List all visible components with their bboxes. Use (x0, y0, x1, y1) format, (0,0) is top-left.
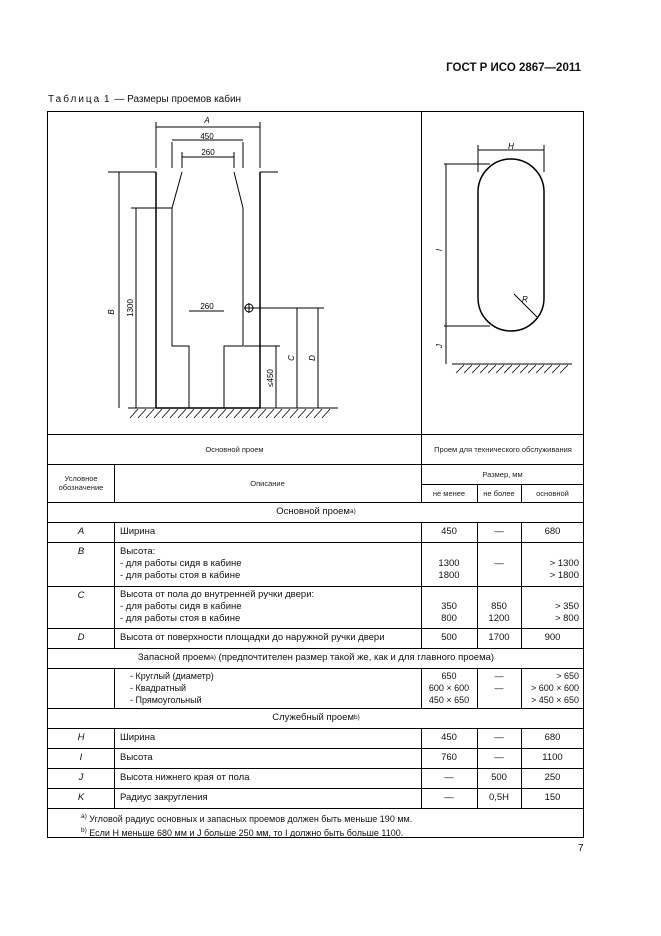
row-D-min: 500 (441, 632, 457, 643)
row-A-min: 450 (441, 526, 457, 537)
row-J-min: — (444, 772, 454, 783)
row-B-max: — (494, 558, 504, 569)
table-caption (48, 94, 241, 105)
dim-450: 450 (200, 132, 214, 141)
spare-main: > 650 > 600 × 600 > 450 × 650 (530, 671, 579, 705)
max-header: не более (483, 488, 515, 498)
row-I-symbol: I (79, 752, 83, 763)
service-opening-header: Проем для технического обслуживания (434, 444, 572, 454)
row-B-min: 1300 1800 (438, 558, 460, 581)
row-C-max: 850 1200 (488, 601, 510, 624)
row-I-desc: Высота (120, 752, 153, 763)
row-C-main: > 350 > 800 (554, 601, 579, 624)
row-D-max: 1700 (488, 632, 510, 643)
row-J-main: 250 (544, 772, 561, 783)
row-B-symbol: B (77, 546, 85, 557)
caption-number: 1 (104, 94, 112, 105)
dim-J: J (435, 344, 444, 348)
section-main: Основной проем а) (276, 506, 356, 517)
row-K-max: 0,5H (488, 792, 510, 803)
dim-1300: 1300 (126, 299, 135, 317)
dim-A: A (204, 116, 210, 125)
row-H-desc: Ширина (120, 732, 156, 743)
row-I-max: — (494, 752, 504, 763)
spare-max: — — (494, 671, 504, 693)
row-A-desc: Ширина (120, 526, 156, 537)
dim-450-max: ≤450 (266, 369, 275, 387)
size-header: Размер, мм (482, 469, 523, 479)
dim-260-top: 260 (201, 148, 215, 157)
page-number: 7 (578, 843, 584, 854)
footnotes (81, 811, 412, 839)
dim-260: 260 (200, 302, 214, 311)
dim-I: I (435, 248, 444, 252)
row-H-symbol: H (77, 732, 85, 743)
row-B-desc: Высота: - для работы сидя в кабине - для работы стоя в кабине (120, 546, 242, 581)
caption-title: — Размеры проемов кабин (114, 94, 242, 105)
row-H-max: — (494, 732, 504, 743)
dim-B: B (107, 309, 116, 315)
row-C-symbol: C (77, 590, 85, 601)
row-B-main: > 1300 > 1800 (549, 558, 579, 581)
spare-desc: - Круглый (диаметр) - Квадратный - Прямоугольный (130, 671, 214, 705)
row-J-desc: Высота нижнего края от пола (120, 772, 250, 783)
row-J-max: 500 (491, 772, 507, 783)
row-K-symbol: K (77, 792, 85, 803)
dim-R: R (522, 295, 528, 304)
footnote-a: $^{a)}$ Угловой радиус основных и запасных проемов должен быть меньше 190 мм. (81, 813, 413, 824)
caption-label: Таблица (48, 94, 102, 105)
row-A-max: — (494, 526, 504, 537)
row-J-symbol: J (78, 772, 84, 783)
section-service: Служебный проем b) (272, 712, 360, 723)
row-H-main: 680 (544, 732, 561, 743)
row-C-min: 350 800 (441, 601, 457, 624)
dim-H: H (508, 142, 514, 151)
row-C-desc: Высота от пола до внутренней ручки двери: - для работы сидя в кабине - для работы стоя в кабине (120, 589, 315, 624)
dim-C: C (287, 355, 296, 361)
row-H-min: 450 (441, 732, 457, 743)
description-header: Описание (250, 478, 285, 488)
service-opening-drawing (422, 112, 584, 434)
row-K-min: — (444, 792, 454, 803)
standard-header: ГОСТ Р ИСО 2867—2011 (446, 62, 581, 74)
min-header: не менее (432, 488, 466, 498)
dim-D: D (308, 355, 317, 361)
row-I-main: 1100 (542, 752, 563, 763)
row-D-desc: Высота от поверхности площадки до наружной ручки двери (120, 632, 385, 643)
main-opening-header: Основной проем (205, 444, 264, 454)
row-K-main: 150 (544, 792, 561, 803)
row-D-symbol: D (77, 632, 85, 643)
spare-min: 650 600 × 600 450 × 650 (428, 671, 470, 705)
row-K-desc: Радиус закругления (120, 792, 208, 803)
row-I-min: 760 (441, 752, 457, 763)
section-spare: Запасной проем а) (предпочтителен размер такой же, как и для главного проема) (137, 652, 495, 663)
row-A-symbol: A (77, 526, 85, 537)
row-A-main: 680 (544, 526, 561, 537)
row-D-main: 900 (544, 632, 561, 643)
table-frame (47, 111, 584, 838)
footnote-b: $^{b)}$ Если H меньше 680 мм и J больше 250 мм, то I должно быть больше 1100. (81, 827, 404, 838)
main-opening-drawing (48, 112, 421, 434)
main-header: основной (536, 488, 569, 498)
symbol-header: Условное обозначение (58, 474, 104, 492)
